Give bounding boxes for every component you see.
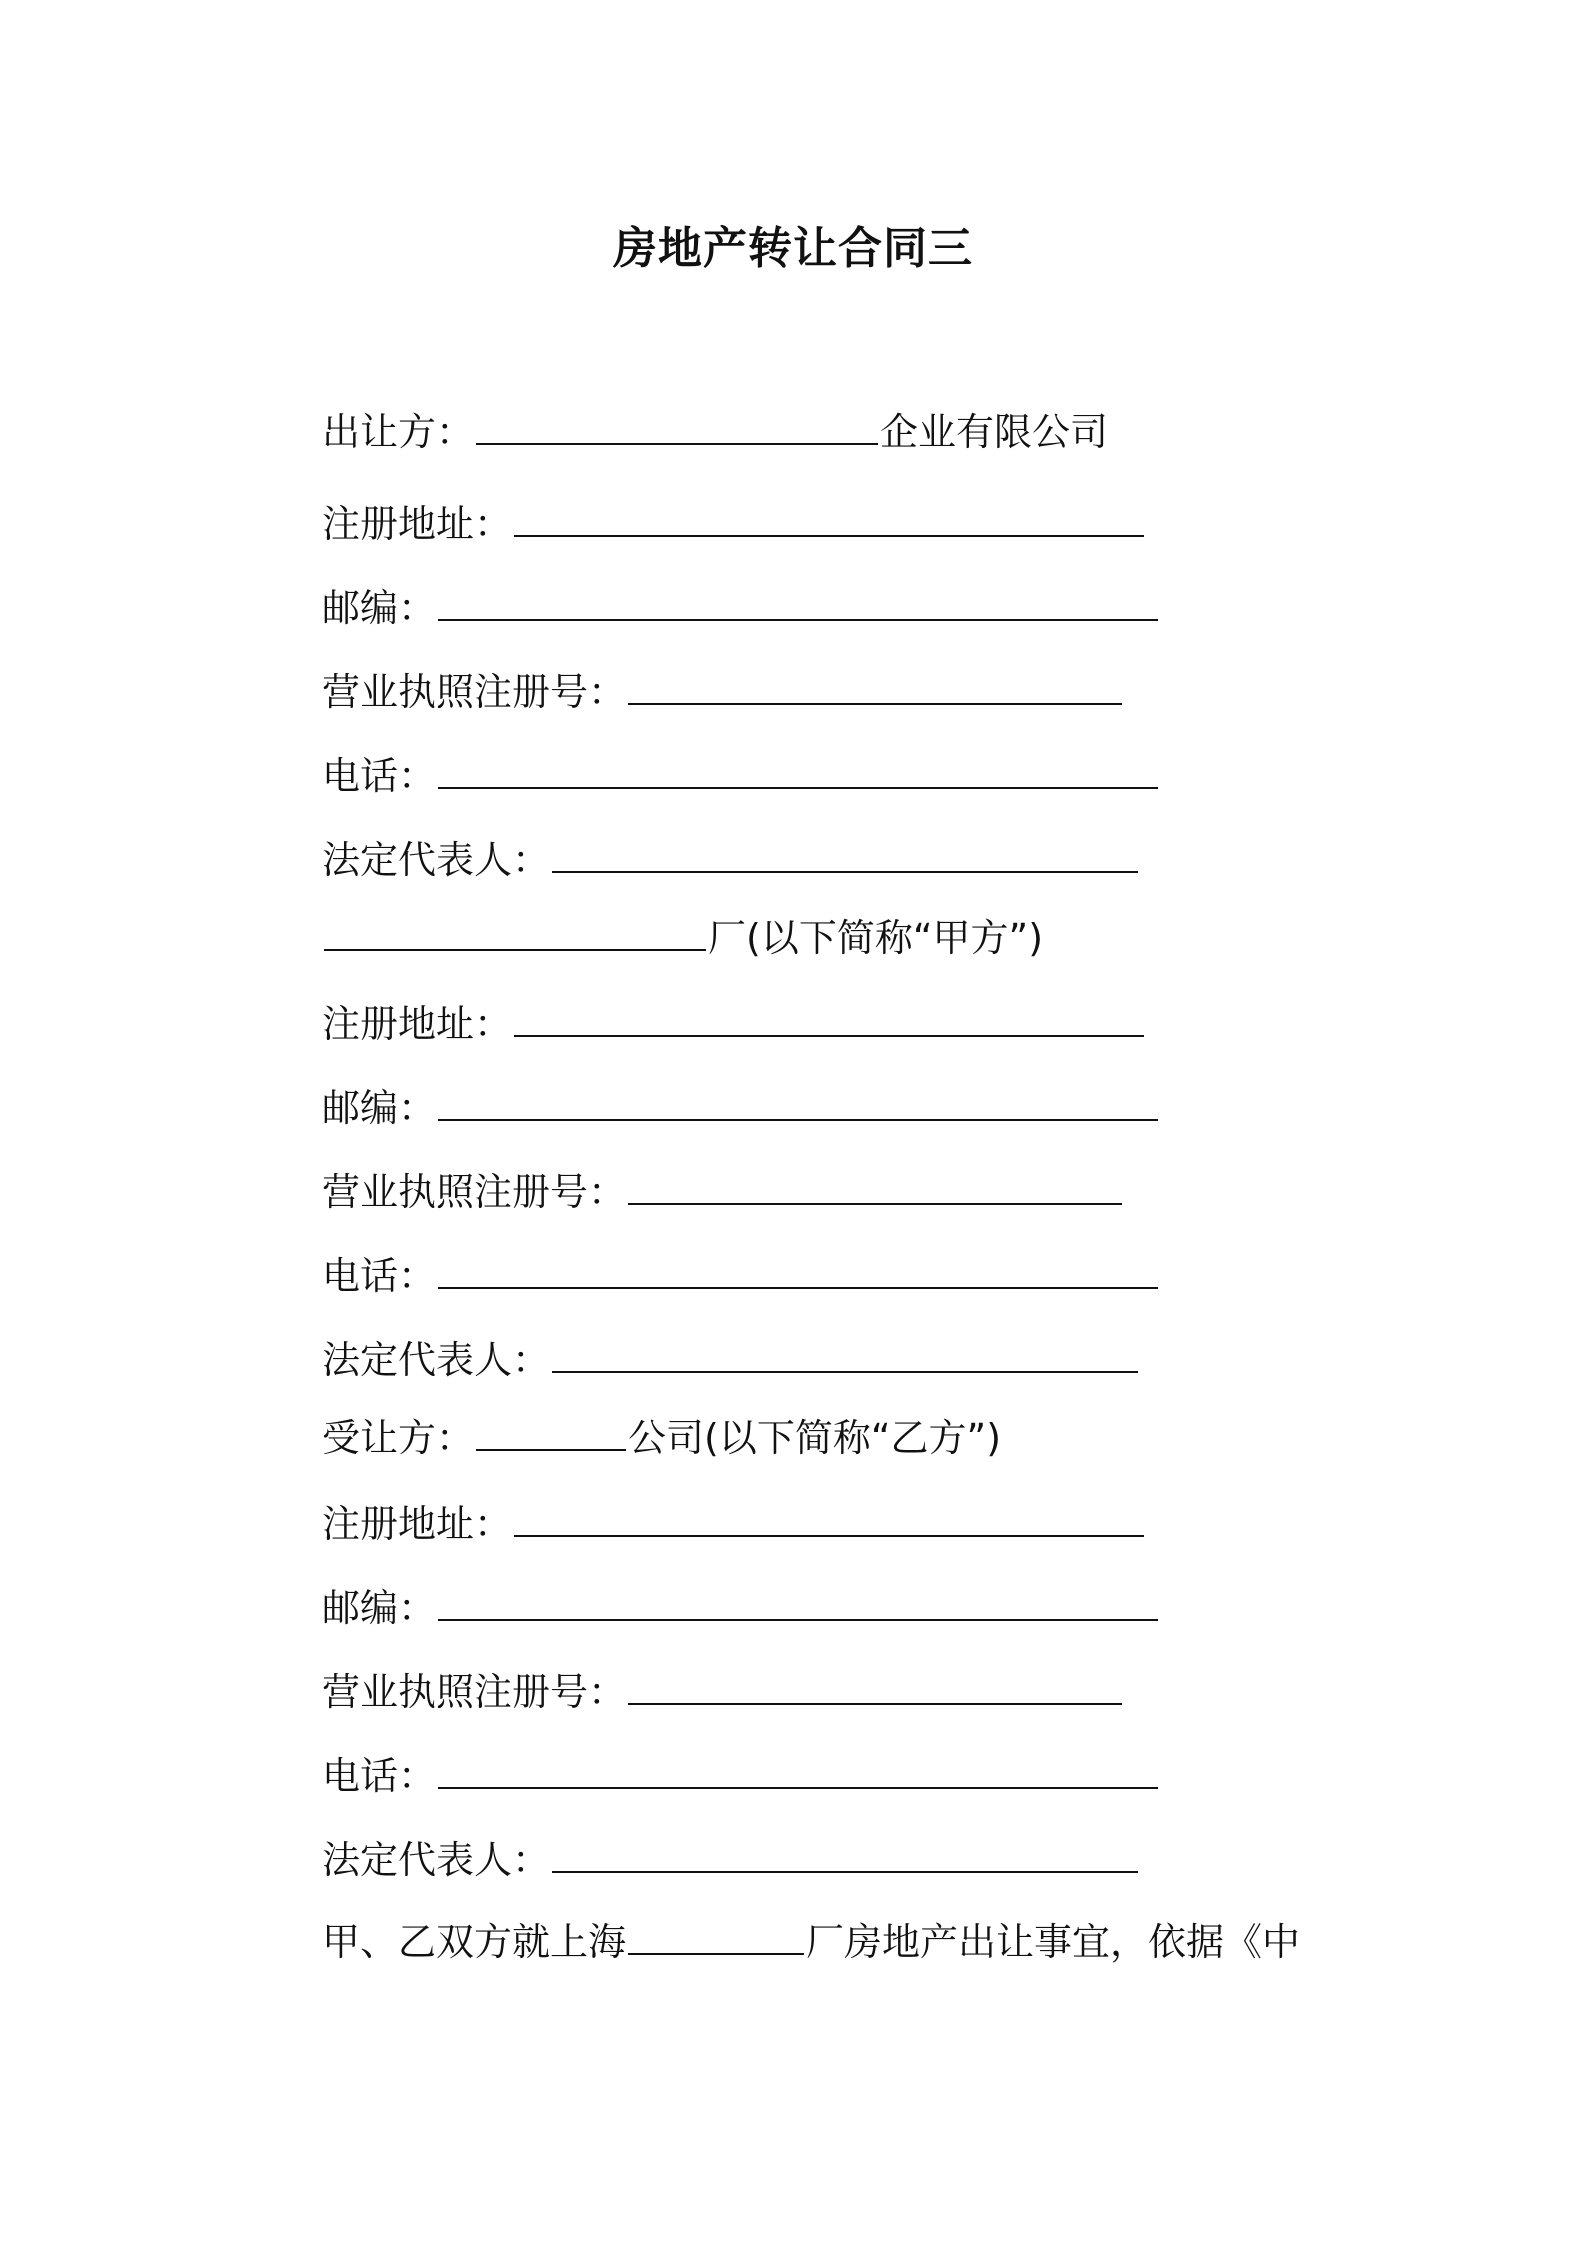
document-title: 房地产转让合同三 — [613, 223, 973, 274]
reg-address-label: 注册地址： — [322, 1002, 513, 1046]
transferee-label: 受让方： — [322, 1416, 475, 1460]
transferor-label: 出让方： — [322, 410, 475, 454]
blank — [476, 1417, 626, 1451]
blank — [628, 1921, 804, 1955]
closing-suffix: 厂房地产出让事宜，依据《中 — [806, 1920, 1301, 1964]
license-line — [322, 668, 1124, 716]
blank — [628, 1171, 1122, 1205]
license-label: 营业执照注册号： — [322, 670, 627, 714]
transferee-line — [322, 1414, 1001, 1462]
reg-address-line — [322, 1000, 1146, 1048]
closing-line — [322, 1918, 1300, 1966]
blank — [476, 411, 878, 445]
postcode-line — [322, 1084, 1160, 1132]
blank — [438, 1087, 1158, 1121]
blank — [514, 503, 1144, 537]
phone-label: 电话： — [322, 1754, 437, 1798]
rep-line — [322, 1836, 1140, 1884]
blank — [628, 671, 1122, 705]
reg-address-label: 注册地址： — [322, 1502, 513, 1546]
postcode-label: 邮编： — [322, 1586, 437, 1630]
blank — [514, 1003, 1144, 1037]
closing-prefix: 甲、乙双方就上海 — [322, 1920, 627, 1964]
blank — [438, 1755, 1158, 1789]
party-a-suffix: 厂(以下简称“甲方”) — [708, 916, 1044, 960]
blank — [552, 1839, 1138, 1873]
rep-line — [322, 836, 1140, 884]
phone-line — [322, 1752, 1160, 1800]
phone-line — [322, 752, 1160, 800]
reg-address-line — [322, 1500, 1146, 1548]
blank — [438, 1587, 1158, 1621]
postcode-label: 邮编： — [322, 1086, 437, 1130]
party-b-suffix: 公司(以下简称“乙方”) — [628, 1416, 1002, 1460]
reg-address-label: 注册地址： — [322, 502, 513, 546]
license-label: 营业执照注册号： — [322, 1170, 627, 1214]
license-line — [322, 1668, 1124, 1716]
rep-line — [322, 1336, 1140, 1384]
phone-line — [322, 1252, 1160, 1300]
blank — [324, 917, 706, 951]
rep-label: 法定代表人： — [322, 1338, 551, 1382]
party-a-line — [322, 914, 1043, 962]
rep-label: 法定代表人： — [322, 1838, 551, 1882]
phone-label: 电话： — [322, 754, 437, 798]
postcode-label: 邮编： — [322, 586, 437, 630]
blank — [438, 755, 1158, 789]
blank — [438, 587, 1158, 621]
postcode-line — [322, 584, 1160, 632]
phone-label: 电话： — [322, 1254, 437, 1298]
blank — [628, 1671, 1122, 1705]
blank — [552, 839, 1138, 873]
rep-label: 法定代表人： — [322, 838, 551, 882]
postcode-line — [322, 1584, 1160, 1632]
blank — [552, 1339, 1138, 1373]
reg-address-line — [322, 500, 1146, 548]
transferor-line — [322, 408, 1108, 456]
license-line — [322, 1168, 1124, 1216]
transferor-suffix: 企业有限公司 — [880, 410, 1109, 454]
license-label: 营业执照注册号： — [322, 1670, 627, 1714]
blank — [514, 1503, 1144, 1537]
blank — [438, 1255, 1158, 1289]
